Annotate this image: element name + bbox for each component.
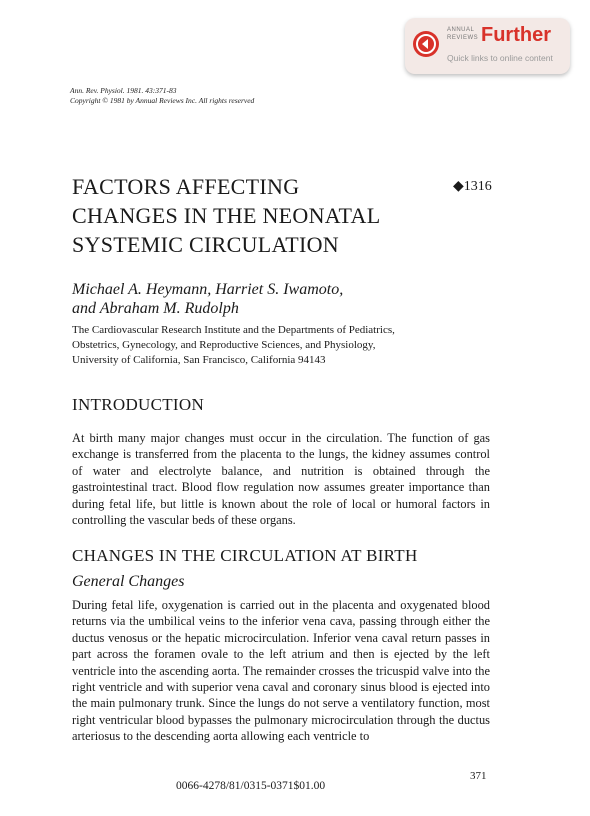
annual-reviews-further-badge[interactable]	[405, 18, 570, 74]
author-list	[72, 280, 343, 318]
title-line-2: CHANGES IN THE NEONATAL	[72, 203, 381, 228]
introduction-heading: INTRODUCTION	[72, 395, 205, 414]
citation-line-1: Ann. Rev. Physiol. 1981. 43:371-83	[70, 86, 177, 95]
article-number: ◆1316	[453, 179, 492, 194]
journal-citation	[70, 86, 254, 106]
general-changes-paragraph: During fetal life, oxygenation is carried out in the placenta and oxygenated blood returns via the umbilical veins to the inferior vena cava, passing through either the ductus venosus or the hepatic microcirculation. Inferior vena caval return passes in part across the foramen ovale to the left atrium and then is ejected by the left ventricle into the ascending aorta. The remainder crosses the tricuspid valve into the right ventricle and with superior vena caval and coronary sinus blood is ejected into the main pulmonary trunk. Since the lungs do not serve a ventilatory function, most right ventricular blood bypasses the pulmonary microcirculation through the ductus arteriosus to the descending aorta allowing each ventricle to	[72, 598, 490, 744]
badge-reviews-label: REVIEWS	[447, 35, 479, 41]
badge-annual-label: ANNUAL	[447, 27, 475, 33]
authors-line-2: and Abraham M. Rudolph	[72, 300, 239, 317]
badge-further-label: Further	[481, 24, 551, 46]
article-title	[72, 172, 380, 259]
title-line-1: FACTORS AFFECTING	[72, 174, 300, 199]
affiliation-line-2: Obstetrics, Gynecology, and Reproductive Sciences, and Physiology,	[72, 339, 376, 351]
affiliation-line-3: University of California, San Francisco, California 94143	[72, 354, 326, 366]
affiliation-line-1: The Cardiovascular Research Institute and the Departments of Pediatrics,	[72, 324, 395, 336]
page-number: 371	[470, 770, 487, 782]
changes-heading: CHANGES IN THE CIRCULATION AT BIRTH	[72, 546, 418, 565]
citation-line-2: Copyright © 1981 by Annual Reviews Inc. All rights reserved	[70, 96, 255, 105]
author-affiliation	[72, 323, 502, 368]
authors-line-1: Michael A. Heymann, Harriet S. Iwamoto,	[72, 281, 344, 298]
title-line-3: SYSTEMIC CIRCULATION	[72, 232, 339, 257]
badge-tagline: Quick links to online content	[447, 53, 553, 63]
introduction-paragraph: At birth many major changes must occur in the circulation. The function of gas exchange is transferred from the placenta to the lungs, the kidney assumes control of water and electrolyte balance, and nutrition is obtained through the gastrointestinal tract. Blood flow regulation now assumes greater importance than during fetal life, but little is known about the role of local or humoral factors in controlling the vascular beds of these organs.	[72, 431, 490, 528]
footer-code: 0066-4278/81/0315-0371$01.00	[176, 780, 326, 792]
play-icon	[413, 31, 439, 57]
general-changes-heading: General Changes	[72, 573, 185, 590]
